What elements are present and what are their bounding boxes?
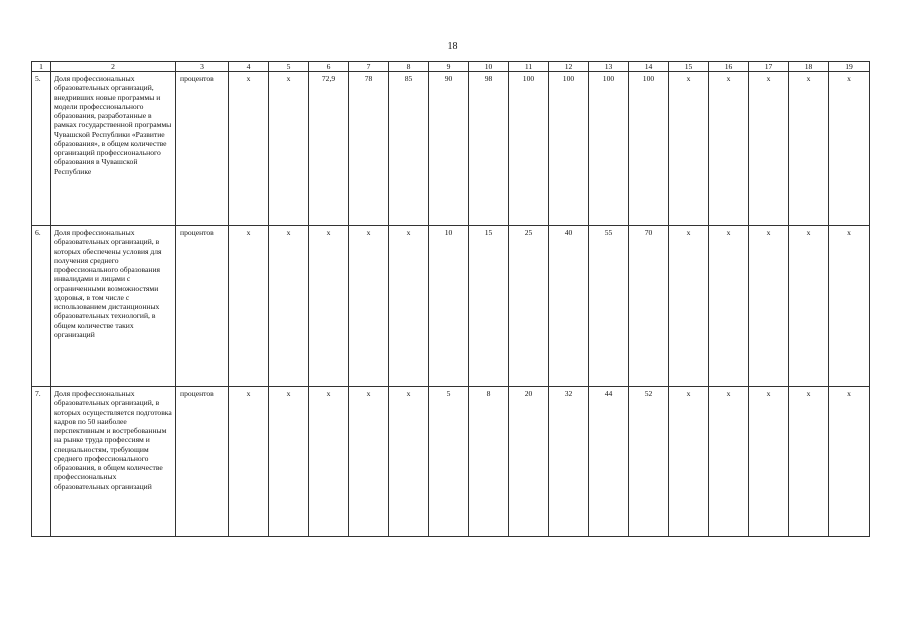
value-cell: x	[349, 387, 389, 537]
value-cell: 40	[549, 226, 589, 387]
unit-cell: процентов	[176, 387, 229, 537]
value-cell: 15	[469, 226, 509, 387]
value-cell: x	[229, 226, 269, 387]
header-cell: 3	[176, 62, 229, 72]
header-cell: 2	[51, 62, 176, 72]
header-cell: 14	[629, 62, 669, 72]
header-cell: 11	[509, 62, 549, 72]
indicators-table	[31, 61, 870, 537]
value-cell: x	[709, 226, 749, 387]
header-cell: 16	[709, 62, 749, 72]
value-cell: x	[829, 72, 870, 226]
value-cell: x	[669, 387, 709, 537]
value-cell: 44	[589, 387, 629, 537]
unit-cell: процентов	[176, 226, 229, 387]
table-header-row	[32, 62, 870, 72]
value-cell: 100	[549, 72, 589, 226]
header-cell: 15	[669, 62, 709, 72]
value-cell: x	[229, 387, 269, 537]
indicator-name: Доля профессиональных образовательных организаций, в которых обеспечены условия для получения среднего профессионального образования инвалидами и лицами с ограниченными возможностями здоровья, в том числе с использованием дистанционных образовательных технологий, в общем количестве таких организаций	[51, 226, 176, 387]
value-cell: 100	[629, 72, 669, 226]
header-cell: 9	[429, 62, 469, 72]
header-cell: 19	[829, 62, 870, 72]
value-cell: 90	[429, 72, 469, 226]
value-cell: x	[389, 226, 429, 387]
row-number: 7.	[32, 387, 51, 537]
header-cell: 18	[789, 62, 829, 72]
value-cell: 85	[389, 72, 429, 226]
table-row	[32, 226, 870, 387]
value-cell: 5	[429, 387, 469, 537]
value-cell: 8	[469, 387, 509, 537]
table-row	[32, 387, 870, 537]
value-cell: x	[829, 387, 870, 537]
table-row	[32, 72, 870, 226]
value-cell: x	[829, 226, 870, 387]
value-cell: 78	[349, 72, 389, 226]
header-cell: 7	[349, 62, 389, 72]
value-cell: 72,9	[309, 72, 349, 226]
value-cell: 20	[509, 387, 549, 537]
value-cell: 100	[589, 72, 629, 226]
value-cell: 10	[429, 226, 469, 387]
value-cell: x	[229, 72, 269, 226]
value-cell: x	[269, 72, 309, 226]
value-cell: x	[789, 226, 829, 387]
value-cell: x	[269, 226, 309, 387]
value-cell: 55	[589, 226, 629, 387]
indicator-name: Доля профессиональных образовательных организаций, внедривших новые программы и модели профессионального образования, разработанные в рамках государственной программы Чувашской Республики «Развитие образования», в общем количестве организаций профессионального образования в Чувашской Республике	[51, 72, 176, 226]
value-cell: 52	[629, 387, 669, 537]
value-cell: 98	[469, 72, 509, 226]
page-number: 18	[447, 41, 458, 52]
header-cell: 12	[549, 62, 589, 72]
value-cell: 100	[509, 72, 549, 226]
header-cell: 1	[32, 62, 51, 72]
row-number: 5.	[32, 72, 51, 226]
unit-cell: процентов	[176, 72, 229, 226]
value-cell: x	[709, 387, 749, 537]
header-cell: 17	[749, 62, 789, 72]
value-cell: x	[269, 387, 309, 537]
value-cell: x	[789, 387, 829, 537]
header-cell: 8	[389, 62, 429, 72]
value-cell: x	[309, 226, 349, 387]
header-cell: 4	[229, 62, 269, 72]
header-cell: 5	[269, 62, 309, 72]
value-cell: x	[669, 72, 709, 226]
value-cell: 70	[629, 226, 669, 387]
value-cell: x	[749, 72, 789, 226]
indicator-name: Доля профессиональных образовательных организаций, в которых осуществляется подготовка кадров по 50 наиболее перспективным и востребованным на рынке труда профессиям и специальностям, требующим среднего профессионального образования, в общем количестве профессиональных образовательных организаций	[51, 387, 176, 537]
value-cell: x	[749, 226, 789, 387]
value-cell: x	[709, 72, 749, 226]
value-cell: x	[309, 387, 349, 537]
value-cell: 25	[509, 226, 549, 387]
value-cell: 32	[549, 387, 589, 537]
value-cell: x	[389, 387, 429, 537]
value-cell: x	[669, 226, 709, 387]
header-cell: 10	[469, 62, 509, 72]
value-cell: x	[789, 72, 829, 226]
row-number: 6.	[32, 226, 51, 387]
value-cell: x	[749, 387, 789, 537]
header-cell: 6	[309, 62, 349, 72]
value-cell: x	[349, 226, 389, 387]
header-cell: 13	[589, 62, 629, 72]
